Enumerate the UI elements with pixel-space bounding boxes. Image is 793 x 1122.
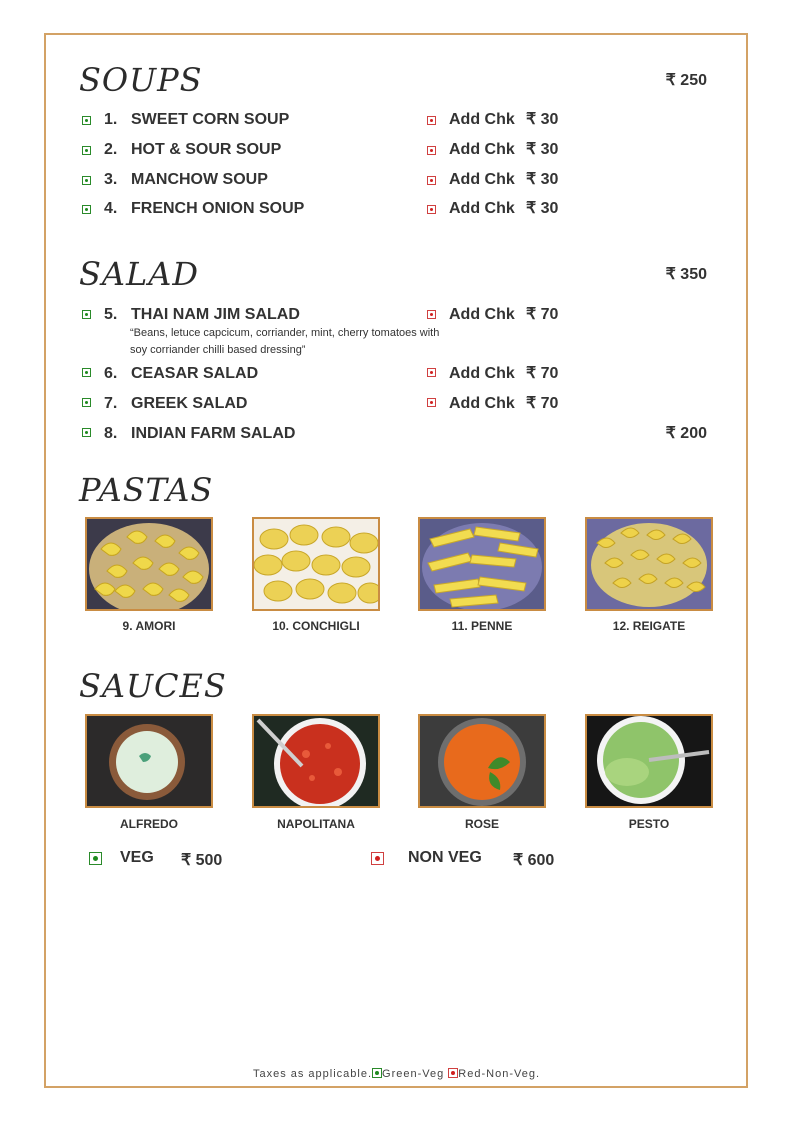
veg-icon: [82, 146, 91, 155]
add-chicken-label: Add Chk: [449, 395, 515, 412]
non-veg-price: ₹ 600: [513, 852, 555, 869]
non-veg-icon: [427, 176, 436, 185]
item-name: HOT & SOUR SOUP: [131, 141, 282, 158]
footer-note: [0, 1068, 793, 1080]
item-number: 4.: [104, 200, 118, 217]
non-veg-icon: [427, 368, 436, 377]
alfredo-sauce-photo: [85, 714, 213, 808]
add-chicken-price: ₹ 70: [526, 365, 559, 382]
veg-icon: [82, 116, 91, 125]
add-chicken-price: ₹ 30: [526, 171, 559, 188]
add-chicken-label: Add Chk: [449, 171, 515, 188]
item-name: FRENCH ONION SOUP: [131, 200, 305, 217]
add-chicken-label: Add Chk: [449, 200, 515, 217]
veg-icon: [82, 176, 91, 185]
soups-title: SOUPS: [79, 61, 203, 99]
veg-icon: [82, 398, 91, 407]
pasta-label: 9. AMORI: [122, 619, 176, 633]
amori-pasta-photo: [85, 517, 213, 611]
pasta-label: 11. PENNE: [451, 619, 513, 633]
item-name: MANCHOW SOUP: [131, 171, 268, 188]
item-name: INDIAN FARM SALAD: [131, 425, 296, 442]
sauce-label: PESTO: [628, 817, 670, 831]
veg-icon: [82, 428, 91, 437]
sauce-label: NAPOLITANA: [277, 817, 355, 831]
add-chicken-price: ₹ 30: [526, 200, 559, 217]
menu-item: [0, 170, 793, 190]
add-chicken-label: Add Chk: [449, 141, 515, 158]
menu-item: [0, 140, 793, 160]
item-number: 2.: [104, 141, 118, 158]
conchigli-pasta-photo: [252, 517, 380, 611]
menu-item: [0, 424, 793, 444]
non-veg-icon: [371, 852, 384, 865]
veg-icon: [89, 852, 102, 865]
sauces-title: SAUCES: [79, 667, 227, 705]
pasta-label: 10. CONCHIGLI: [272, 619, 360, 633]
salad-title: SALAD: [79, 255, 200, 293]
napolitana-sauce-photo: [252, 714, 380, 808]
soups-price: ₹ 250: [665, 72, 707, 89]
menu-item: [0, 364, 793, 384]
item-price: ₹ 200: [665, 425, 707, 442]
add-chicken-price: ₹ 30: [526, 111, 559, 128]
item-name: SWEET CORN SOUP: [131, 111, 290, 128]
pastas-title: PASTAS: [79, 471, 214, 509]
menu-item: [0, 199, 793, 219]
veg-icon: [82, 205, 91, 214]
item-number: 5.: [104, 306, 118, 323]
item-name: CEASAR SALAD: [131, 365, 259, 382]
item-description: [130, 325, 510, 359]
item-name: THAI NAM JIM SALAD: [131, 306, 300, 323]
taxes-note: Taxes as applicable.: [252, 1068, 373, 1080]
veg-label: VEG: [120, 849, 154, 866]
non-veg-icon: [448, 1068, 458, 1078]
non-veg-label: NON VEG: [408, 849, 482, 866]
sauce-label: ROSE: [464, 817, 499, 831]
pasta-label: 12. REIGATE: [612, 619, 686, 633]
item-number: 7.: [104, 395, 118, 412]
description-line: “Beans, letuce capcicum, corriander, mint, cherry tomatoes with: [130, 327, 440, 339]
menu-item: [0, 110, 793, 130]
description-line: soy corriander chilli based dressing”: [130, 344, 306, 356]
add-chicken-price: ₹ 70: [526, 306, 559, 323]
non-veg-icon: [427, 146, 436, 155]
rose-sauce-photo: [418, 714, 546, 808]
add-chicken-price: ₹ 30: [526, 141, 559, 158]
item-number: 6.: [104, 365, 118, 382]
veg-price: ₹ 500: [181, 852, 223, 869]
add-chicken-price: ₹ 70: [526, 395, 559, 412]
non-veg-icon: [427, 310, 436, 319]
non-veg-icon: [427, 398, 436, 407]
veg-legend: Green-Veg: [382, 1068, 445, 1080]
item-number: 3.: [104, 171, 118, 188]
menu-item: [0, 394, 793, 414]
veg-icon: [82, 310, 91, 319]
add-chicken-label: Add Chk: [449, 306, 515, 323]
add-chicken-label: Add Chk: [449, 365, 515, 382]
item-number: 8.: [104, 425, 118, 442]
non-veg-legend: Red-Non-Veg.: [458, 1068, 541, 1080]
pesto-sauce-photo: [585, 714, 713, 808]
non-veg-icon: [427, 205, 436, 214]
non-veg-icon: [427, 116, 436, 125]
veg-icon: [372, 1068, 382, 1078]
salad-price: ₹ 350: [665, 266, 707, 283]
reigate-pasta-photo: [585, 517, 713, 611]
veg-icon: [82, 368, 91, 377]
sauce-label: ALFREDO: [120, 817, 178, 831]
item-name: GREEK SALAD: [131, 395, 248, 412]
menu-item: [0, 305, 793, 325]
add-chicken-label: Add Chk: [449, 111, 515, 128]
item-number: 1.: [104, 111, 118, 128]
penne-pasta-photo: [418, 517, 546, 611]
